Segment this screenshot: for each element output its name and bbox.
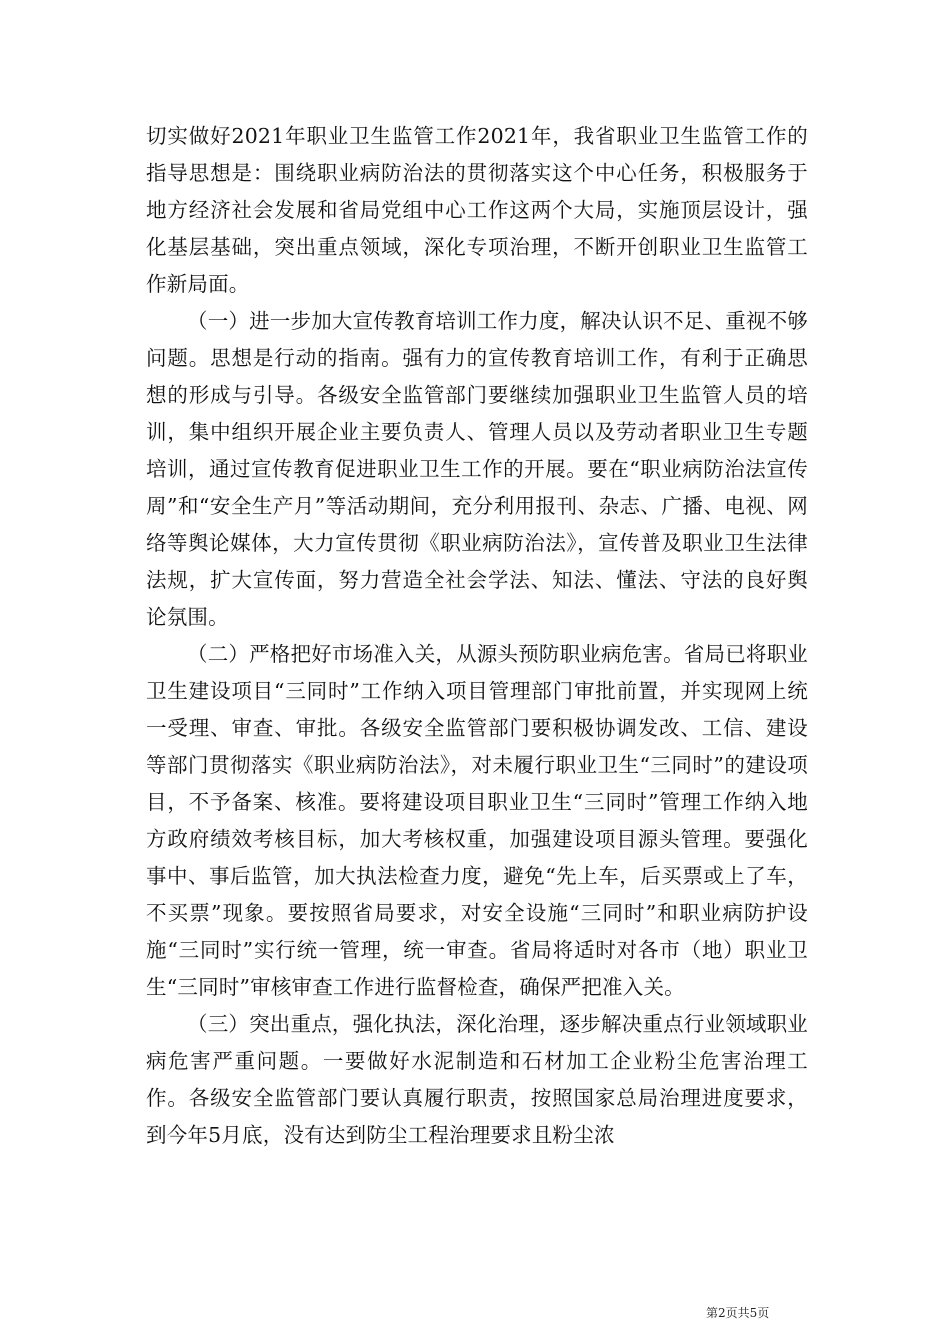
paragraph-section-3: （三）突出重点，强化执法，深化治理，逐步解决重点行业领域职业病危害严重问题。一要做好水泥制造和石材加工企业粉尘危害治理工作。各级安全监管部门要认真履行职责，按照国家总局治理进度要求，到今年5月底，没有达到防尘工程治理要求且粉尘浓 xyxy=(146,1012,808,1147)
paragraph-section-1: （一）进一步加大宣传教育培训工作力度，解决认识不足、重视不够问题。思想是行动的指南。强有力的宣传教育培训工作，有利于正确思想的形成与引导。各级安全监管部门要继续加强职业卫生监管人员的培训，集中组织开展企业主要负责人、管理人员以及劳动者职业卫生专题培训，通过宣传教育促进职业卫生工作的开展。要在“职业病防治法宣传周”和“安全生产月”等活动期间，充分利用报刊、杂志、广播、电视、网络等舆论媒体，大力宣传贯彻《职业病防治法》，宣传普及职业卫生法律法规，扩大宣传面，努力营造全社会学法、知法、懂法、守法的良好舆论氛围。 xyxy=(146,309,808,629)
paragraph-section-2: （二）严格把好市场准入关，从源头预防职业病危害。省局已将职业卫生建设项目“三同时”工作纳入项目管理部门审批前置，并实现网上统一受理、审查、审批。各级安全监管部门要积极协调发改、工信、建设等部门贯彻落实《职业病防治法》，对未履行职业卫生“三同时”的建设项目，不予备案、核准。要将建设项目职业卫生“三同时”管理工作纳入地方政府绩效考核目标，加大考核权重，加强建设项目源头管理。要强化事中、事后监管，加大执法检查力度，避免“先上车，后买票或上了车，不买票”现象。要按照省局要求，对安全设施“三同时”和职业病防护设施“三同时”实行统一管理，统一审查。省局将适时对各市（地）职业卫生“三同时”审核审查工作进行监督检查，确保严把准入关。 xyxy=(146,642,808,999)
body-text xyxy=(146,118,808,1154)
paragraph-intro: 切实做好2021年职业卫生监管工作2021年，我省职业卫生监管工作的指导思想是：围绕职业病防治法的贯彻落实这个中心任务，积极服务于地方经济社会发展和省局党组中心工作这两个大局，实施顶层设计，强化基层基础，突出重点领域，深化专项治理，不断开创职业卫生监管工作新局面。 xyxy=(146,124,808,296)
page-number-footer: 第2页共5页 xyxy=(706,1306,770,1320)
